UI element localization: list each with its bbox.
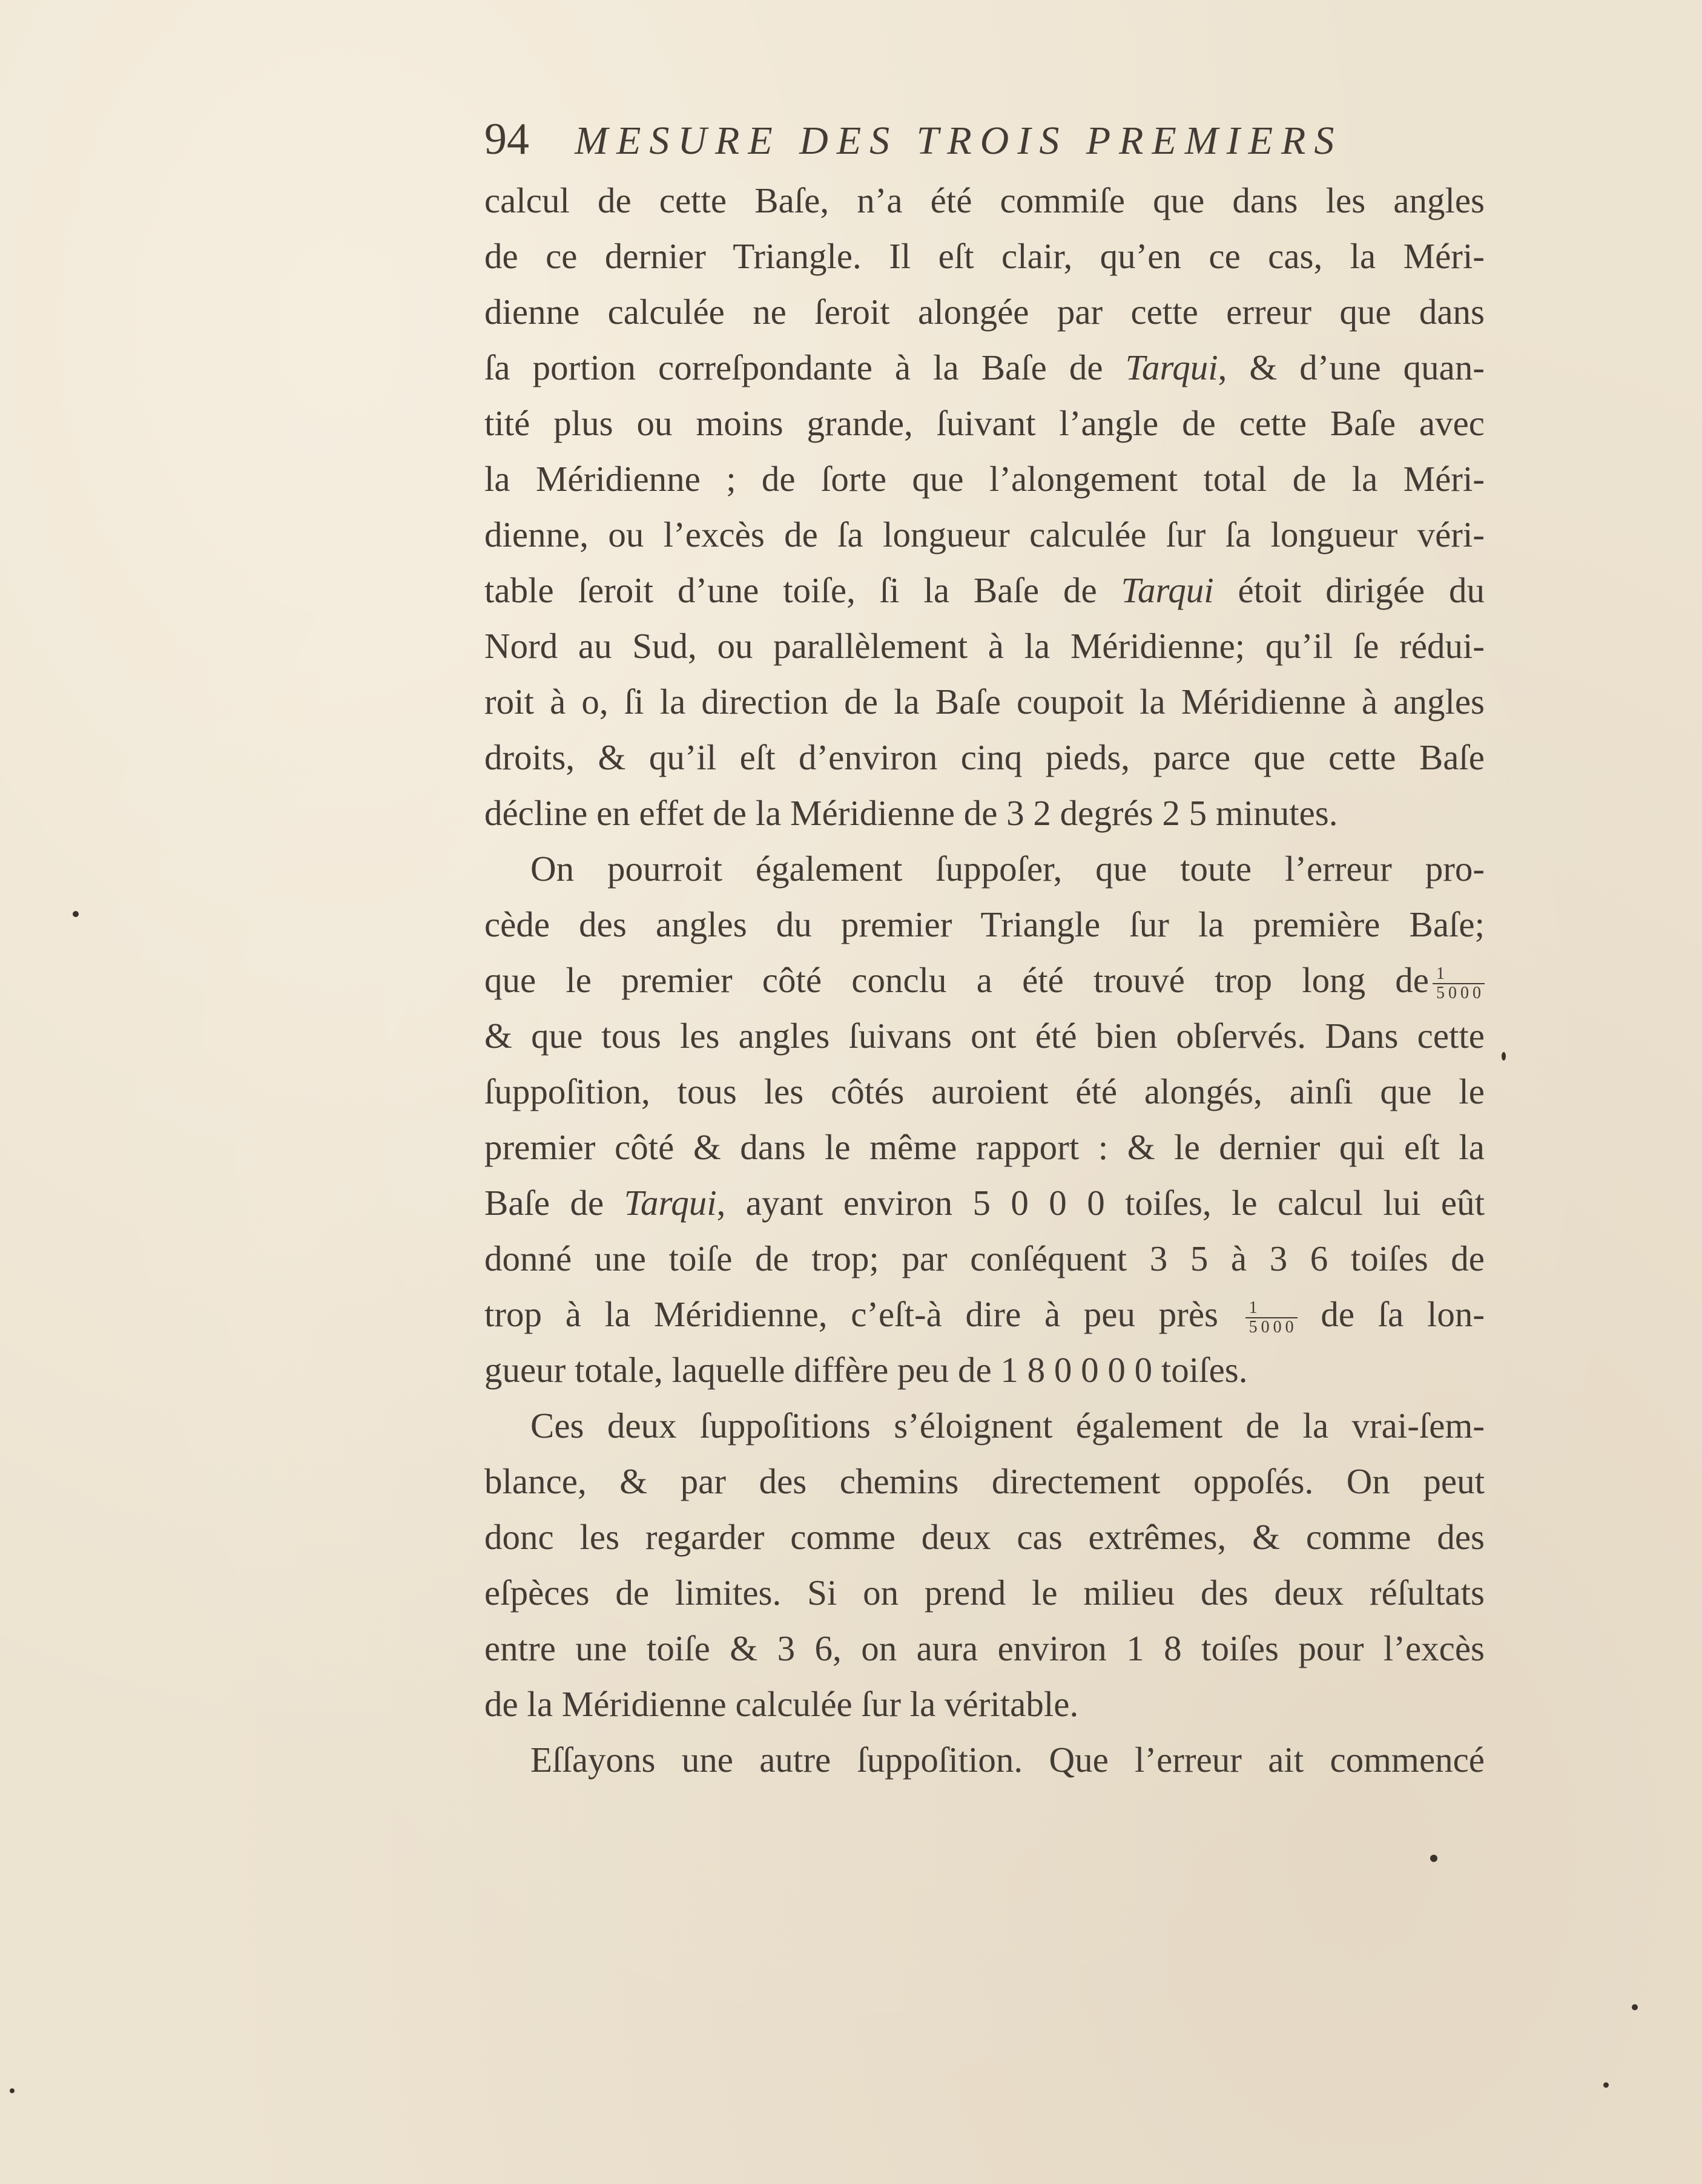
text-line: décline en effet de la Méridienne de 3 2 degrés 2 5 minutes. <box>484 793 1338 833</box>
text-segment: de ſa lon- <box>1321 1294 1485 1334</box>
text-line: donné une toiſe de trop; par conſéquent 3 5 à 3 6 toiſes de <box>484 1238 1485 1278</box>
paper-speck <box>73 911 79 917</box>
running-title: MESURE DES TROIS PREMIERS <box>575 119 1343 163</box>
text-line: dienne, ou l’excès de ſa longueur calculée ſur ſa longueur véri- <box>484 515 1485 554</box>
italic-place-name: Tarqui <box>624 1183 717 1223</box>
text-segment: table ſeroit d’une toiſe, ſi la Baſe de <box>484 570 1121 610</box>
text-line: eſpèces de limites. Si on prend le milieu des deux réſultats <box>484 1573 1485 1613</box>
text-line: cède des angles du premier Triangle ſur la première Baſe; <box>484 904 1485 944</box>
paper-speck <box>1632 2004 1638 2010</box>
italic-place-name: Tarqui <box>1125 347 1218 387</box>
text-line <box>484 1286 1485 1342</box>
fraction <box>1433 965 1485 1002</box>
text-line: On pourroit également ſuppoſer, que toute l’erreur pro- <box>530 849 1485 889</box>
text-line: dienne calculée ne ſeroit alongée par cette erreur que dans <box>484 292 1485 332</box>
text-segment: Baſe de <box>484 1183 624 1223</box>
text-line: & que tous les angles ſuivans ont été bien obſervés. Dans cette <box>484 1016 1485 1056</box>
text-line: gueur totale, laquelle diffère peu de 1 8 0 0 0 0 toiſes. <box>484 1350 1248 1390</box>
paper-speck <box>1603 2082 1609 2088</box>
text-line: tité plus ou moins grande, ſuivant l’angle de cette Baſe avec <box>484 403 1485 443</box>
fraction-numerator: 1 <box>1245 1299 1298 1318</box>
text-line <box>484 340 1485 395</box>
fraction-denominator: 5000 <box>1248 1318 1298 1337</box>
fraction <box>1245 1299 1298 1337</box>
paper-speck <box>1502 1052 1506 1061</box>
page-header <box>484 114 1342 168</box>
text-segment: étoit dirigée du <box>1213 570 1485 610</box>
text-line: premier côté & dans le même rapport : & le dernier qui eſt la <box>484 1127 1485 1167</box>
paper-speck <box>10 2088 15 2093</box>
fraction-numerator: 1 <box>1433 965 1485 984</box>
text-line <box>484 952 1485 1008</box>
text-line <box>484 1175 1485 1231</box>
text-line <box>484 562 1485 618</box>
text-segment: trop à la Méridienne, c’eſt-à dire à peu près <box>484 1294 1218 1334</box>
text-line: roit à o, ſi la direction de la Baſe coupoit la Méridienne à angles <box>484 682 1485 722</box>
fraction-denominator: 5000 <box>1436 984 1485 1003</box>
text-line: ſuppoſition, tous les côtés auroient été alongés, ainſi que le <box>484 1071 1485 1111</box>
text-line: donc les regarder comme deux cas extrêmes, & comme des <box>484 1517 1485 1557</box>
text-segment: que le premier côté conclu a été trouvé trop long de <box>484 960 1429 1000</box>
text-line: Nord au Sud, ou parallèlement à la Méridienne; qu’il ſe rédui- <box>484 626 1485 666</box>
text-line: de ce dernier Triangle. Il eſt clair, qu’en ce cas, la Méri- <box>484 236 1485 276</box>
text-line: de la Méridienne calculée ſur la véritable. <box>484 1684 1079 1724</box>
text-segment: ſa portion correſpondante à la Baſe de <box>484 347 1126 387</box>
text-line: droits, & qu’il eſt d’environ cinq pieds, parce que cette Baſe <box>484 737 1485 777</box>
page-number: 94 <box>484 114 529 164</box>
text-line: Ces deux ſuppoſitions s’éloignent également de la vrai-ſem- <box>530 1406 1485 1446</box>
italic-place-name: Tarqui <box>1121 570 1214 610</box>
text-segment: , & d’une quan- <box>1218 347 1485 387</box>
body-text <box>484 173 1485 1788</box>
paper-speck <box>1430 1855 1437 1862</box>
text-line: entre une toiſe & 3 6, on aura environ 1 8 toiſes pour l’excès <box>484 1628 1485 1668</box>
text-line: calcul de cette Baſe, n’a été commiſe que dans les angles <box>484 180 1485 220</box>
text-segment: , ayant environ 5 0 0 0 toiſes, le calcul lui eût <box>716 1183 1485 1223</box>
text-line: Eſſayons une autre ſuppoſition. Que l’erreur ait commencé <box>530 1740 1485 1780</box>
text-line: la Méridienne ; de ſorte que l’alongement total de la Méri- <box>484 459 1485 499</box>
text-line: blance, & par des chemins directement oppoſés. On peut <box>484 1461 1485 1501</box>
